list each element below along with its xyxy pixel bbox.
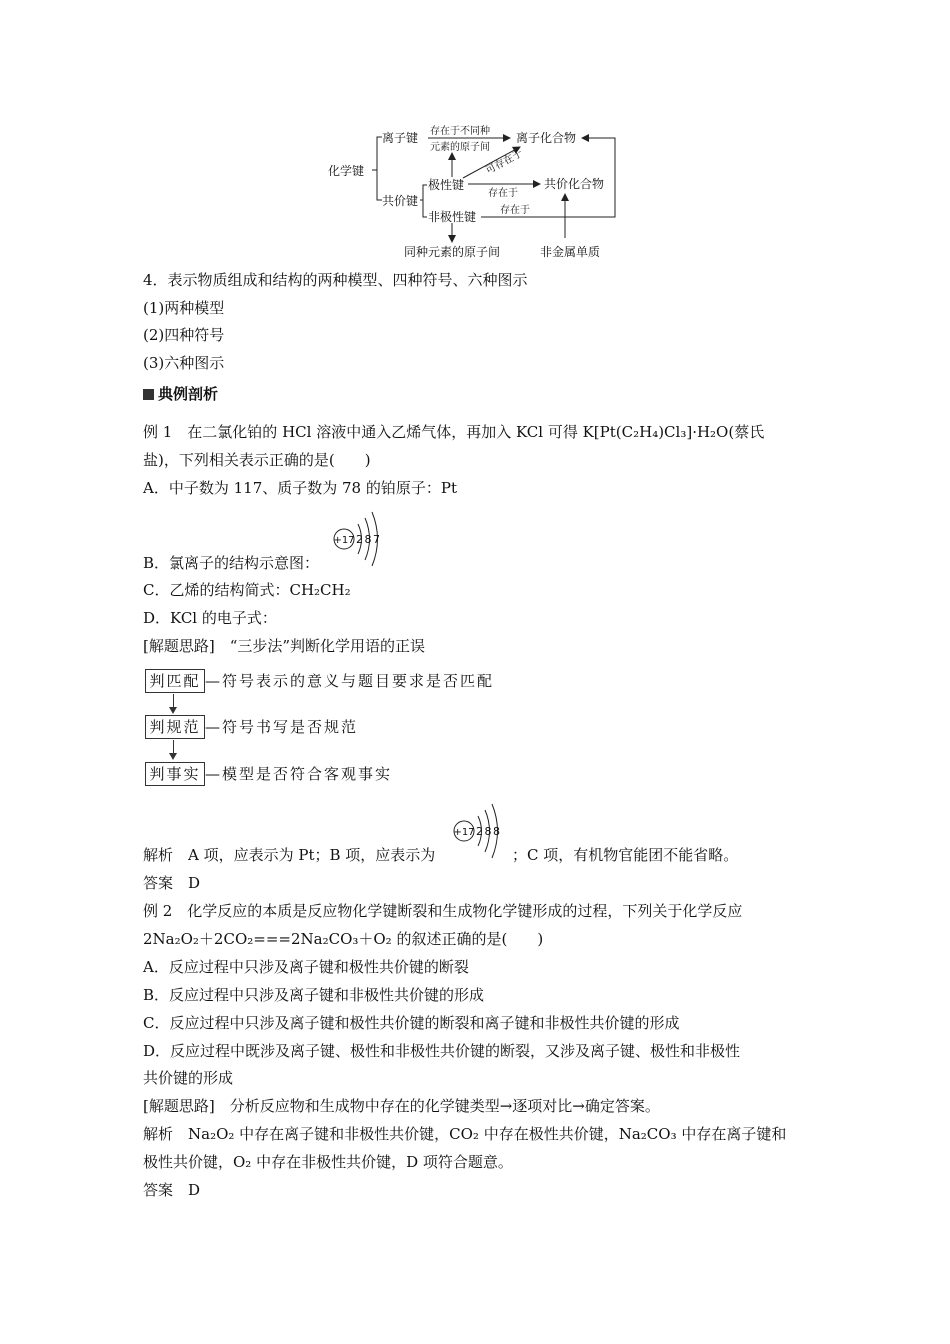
diagram-ionic-compound: 离子化合物 <box>516 131 577 145</box>
diagram-root: 化学键 <box>328 164 365 178</box>
diagram-polar-bond: 极性键 <box>428 178 465 192</box>
example1-answer: 答案 D <box>143 874 201 892</box>
flow-box-match: 判匹配 <box>145 669 205 693</box>
example2-analysis2: 极性共价键，O₂ 中存在非极性共价键，D 项符合题意。 <box>143 1153 513 1171</box>
example2-line1: 例 2 化学反应的本质是反应物化学键断裂和生成物化学键形成的过程，下列关于化学反应 <box>143 902 743 920</box>
example2-option-d1: D．反应过程中既涉及离子键、极性和非极性共价键的断裂，又涉及离子键、极性和非极性 <box>143 1042 741 1060</box>
example1-option-c: C．乙烯的结构简式：CH₂CH₂ <box>143 581 351 599</box>
example1-analysis-pre: 解析 A 项，应表示为 Pt；B 项，应表示为 <box>143 846 436 864</box>
example2-answer: 答案 D <box>143 1181 201 1199</box>
flow-desc-standard: —符号书写是否规范 <box>205 718 359 736</box>
example2-option-d2: 共价键的形成 <box>143 1069 234 1087</box>
diagram-same-element-atoms: 同种元素的原子间 <box>404 245 501 259</box>
flow-arrow-down-icon <box>173 694 174 708</box>
flow-desc-match: —符号表示的意义与题目要求是否匹配 <box>205 672 495 690</box>
example2-option-a: A．反应过程中只涉及离子键和极性共价键的断裂 <box>143 958 469 976</box>
diagram-label-different-1: 存在于不同种 <box>430 126 490 137</box>
diagram-covalent-bond: 共价键 <box>382 194 419 208</box>
diagram-label-exists-a: 存在于 <box>488 188 518 199</box>
example1-analysis-post: ；C 项，有机物官能团不能省略。 <box>512 846 739 864</box>
example2-option-b: B．反应过程中只涉及离子键和非极性共价键的形成 <box>143 986 485 1004</box>
flow-box-standard: 判规范 <box>145 715 205 739</box>
section-heading <box>143 383 218 404</box>
chloride-ion-structure-b <box>330 508 390 570</box>
example2-line2: 2Na₂O₂＋2CO₂===2Na₂CO₃＋O₂ 的叙述正确的是( ) <box>143 930 544 948</box>
example2-thinking: [解题思路] 分析反应物和生成物中存在的化学键类型→逐项对比→确定答案。 <box>143 1097 660 1115</box>
section4-item3: (3)六种图示 <box>143 354 225 372</box>
diagram-nonmetal-element: 非金属单质 <box>540 245 601 259</box>
example2-option-c: C．反应过程中只涉及离子键和极性共价键的断裂和离子键和非极性共价键的形成 <box>143 1014 680 1032</box>
example1-line2: 盐)，下列相关表示正确的是( ) <box>143 451 371 469</box>
example1-option-b: B．氯离子的结构示意图： <box>143 554 320 572</box>
diagram-label-exists-b: 存在于 <box>500 205 530 216</box>
section4-item2: (2)四种符号 <box>143 326 225 344</box>
atom-answer-nucleus: +17 <box>453 827 475 838</box>
section4-item1: (1)两种模型 <box>143 299 225 317</box>
diagram-label-can-exist: 可存在于 <box>484 148 525 177</box>
diagram-label-different-2: 元素的原子间 <box>430 142 490 153</box>
atom-answer-shells: 2 8 8 <box>476 825 499 838</box>
section4-title: 4．表示物质组成和结构的两种模型、四种符号、六种图示 <box>143 271 528 289</box>
example1-option-d: D．KCl 的电子式： <box>143 609 277 627</box>
example2-analysis1: 解析 Na₂O₂ 中存在离子键和非极性共价键，CO₂ 中存在极性共价键，Na₂CO₃ 中存在离子键和 <box>143 1125 787 1143</box>
atom-b-shells: 2 8 7 <box>356 533 379 546</box>
diagram-covalent-compound: 共价化合物 <box>544 177 605 191</box>
flow-desc-fact: —模型是否符合客观事实 <box>205 765 393 783</box>
flow-arrow-down-icon <box>173 740 174 754</box>
example1-option-a: A．中子数为 117、质子数为 78 的铂原子：Pt <box>143 479 457 497</box>
chloride-ion-structure-answer <box>450 800 510 862</box>
example1-line1: 例 1 在二氯化铂的 HCl 溶液中通入乙烯气体，再加入 KCl 可得 K[Pt(C₂H₄)Cl₃]·H₂O(蔡氏 <box>143 423 765 441</box>
atom-b-nucleus: +17 <box>333 535 355 546</box>
diagram-nonpolar-bond: 非极性键 <box>428 210 477 224</box>
flow-box-fact: 判事实 <box>145 762 205 786</box>
heading-square-icon <box>143 389 154 400</box>
example1-thinking: [解题思路] “三步法”判断化学用语的正误 <box>143 637 426 655</box>
diagram-ionic-bond: 离子键 <box>382 131 419 145</box>
heading-text: 典例剖析 <box>158 385 219 403</box>
chemical-bond-diagram <box>320 122 630 262</box>
